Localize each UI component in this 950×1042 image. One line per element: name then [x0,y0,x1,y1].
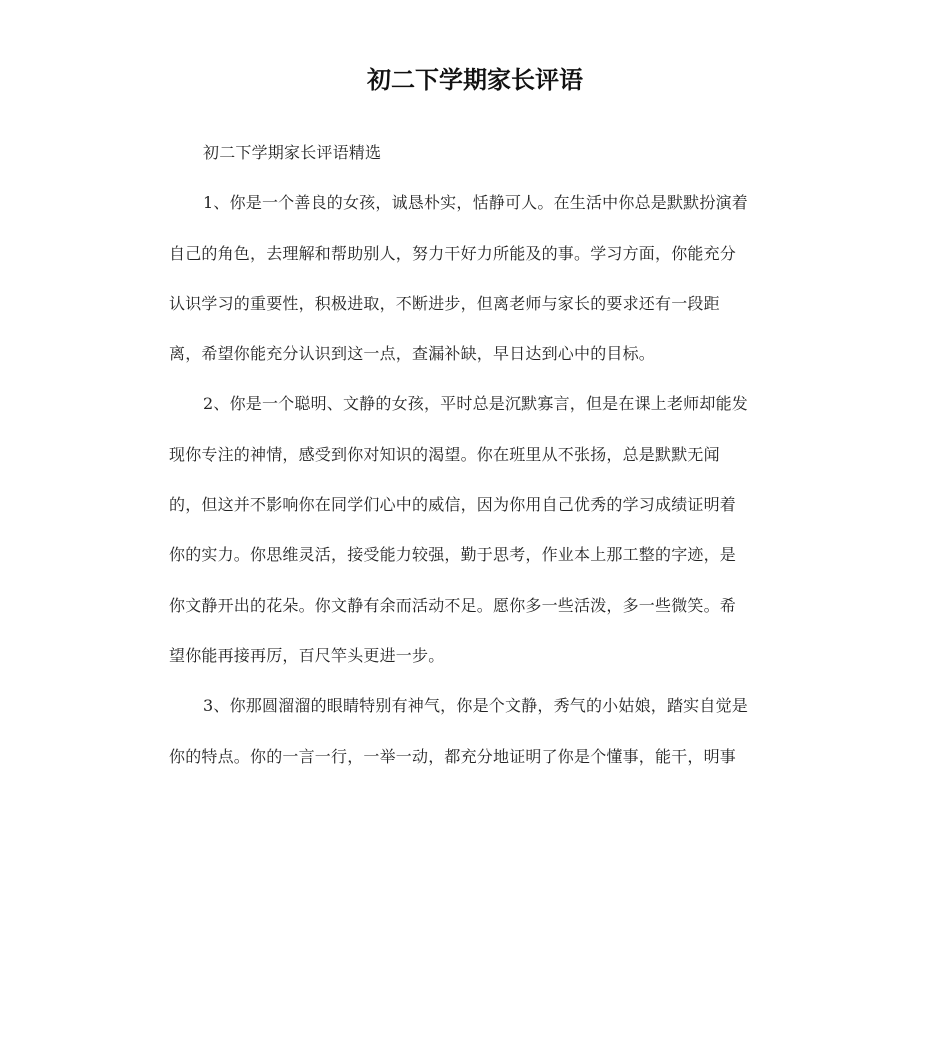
paragraph-1-line-4: 离，希望你能充分认识到这一点，查漏补缺，早日达到心中的目标。 [169,344,656,364]
paragraph-1-line-3: 认识学习的重要性，积极进取，不断进步，但离老师与家长的要求还有一段距 [169,293,720,313]
paragraph-2-line-2: 现你专注的神情，感受到你对知识的渴望。你在班里从不张扬，总是默默无闻 [169,444,720,464]
paragraph-2-line-4: 你的实力。你思维灵活，接受能力较强，勤于思考，作业本上那工整的字迹，是 [169,545,737,565]
paragraph-2-line-1: 2、你是一个聪明、文静的女孩，平时总是沉默寡言，但是在课上老师却能发 [203,394,748,414]
document-body [169,128,781,782]
paragraph-2-line-3: 的，但这并不影响你在同学们心中的威信，因为你用自己优秀的学习成绩证明着 [169,495,737,515]
paragraph-3-line-2: 你的特点。你的一言一行，一举一动，都充分地证明了你是个懂事，能干，明事 [169,746,737,766]
paragraph-1-line-1: 1、你是一个善良的女孩，诚恳朴实，恬静可人。在生活中你总是默默扮演着 [203,193,748,213]
paragraph-2-line-6: 望你能再接再厉，百尺竿头更进一步。 [169,645,445,665]
paragraph-2-line-5: 你文静开出的花朵。你文静有余而活动不足。愿你多一些活泼，多一些微笑。希 [169,595,737,615]
document-title: 初二下学期家长评语 [367,66,583,94]
paragraph-1-line-2: 自己的角色，去理解和帮助别人，努力干好力所能及的事。学习方面，你能充分 [169,243,737,263]
paragraph-3-line-1: 3、你那圆溜溜的眼睛特别有神气，你是个文静，秀气的小姑娘，踏实自觉是 [203,696,748,716]
subtitle-line: 初二下学期家长评语精选 [203,143,382,162]
